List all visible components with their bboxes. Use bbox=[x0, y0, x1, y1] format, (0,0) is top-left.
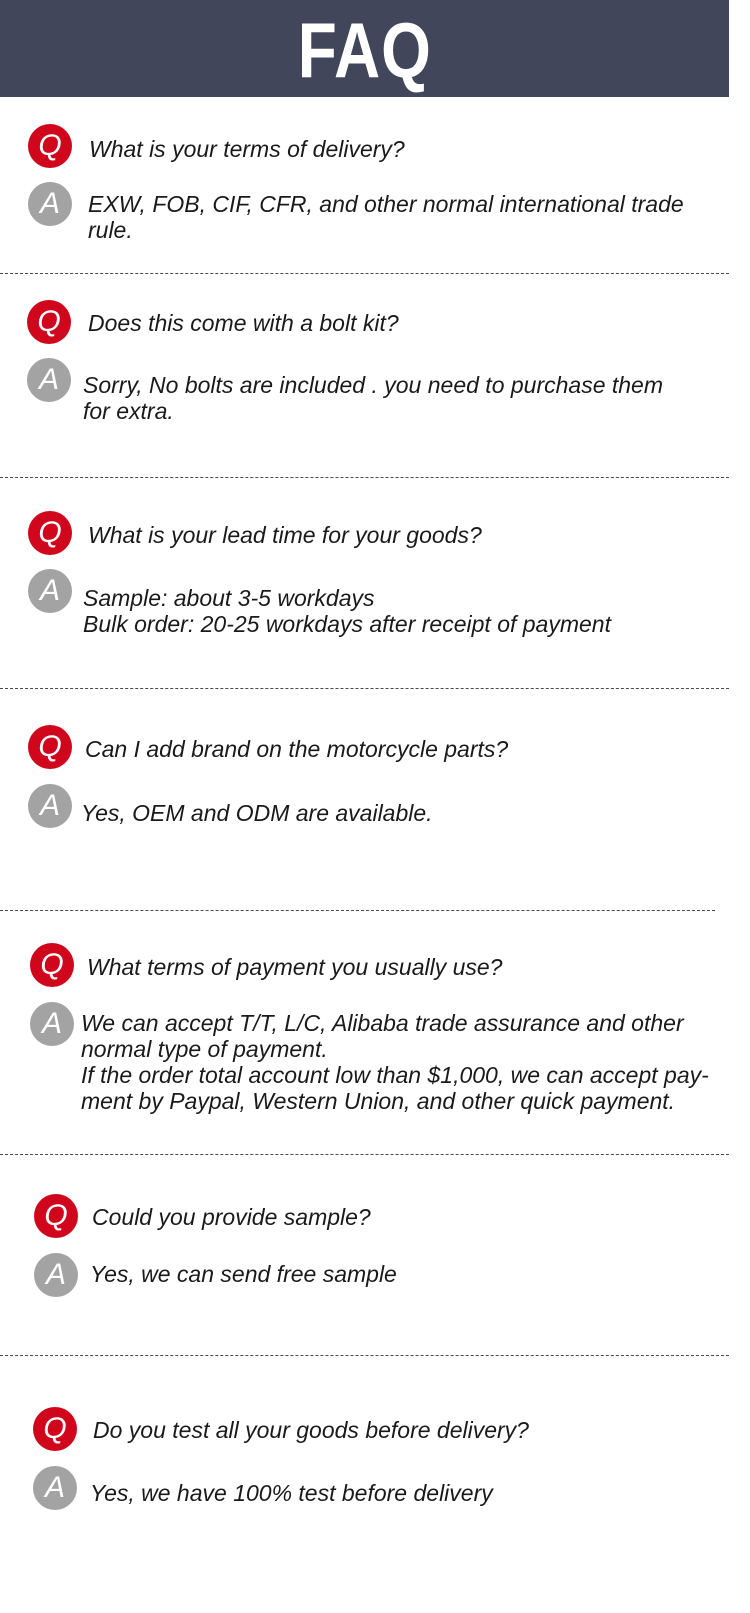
answer-badge-icon: A bbox=[28, 182, 72, 226]
answer-text: EXW, FOB, CIF, CFR, and other normal international trade rule. bbox=[88, 191, 684, 243]
answer-text: We can accept T/T, L/C, Alibaba trade assurance and other normal type of payment. If the order total account low than $1,000, we can accept pay- ment by Paypal, Western Union, and other quick payment. bbox=[81, 1010, 709, 1114]
section-divider bbox=[0, 477, 729, 478]
question-text: What is your terms of delivery? bbox=[89, 136, 405, 162]
answer-text: Yes, we can send free sample bbox=[90, 1261, 397, 1287]
section-divider bbox=[0, 1355, 729, 1356]
question-badge-icon: Q bbox=[34, 1194, 78, 1238]
answer-text: Yes, OEM and ODM are available. bbox=[81, 800, 433, 826]
question-badge-icon: Q bbox=[28, 511, 72, 555]
answer-row bbox=[33, 1466, 77, 1510]
faq-header bbox=[0, 0, 729, 97]
question-badge-icon: Q bbox=[28, 725, 72, 769]
question-row bbox=[28, 124, 72, 168]
question-text: Do you test all your goods before delivery? bbox=[93, 1417, 529, 1443]
answer-row bbox=[28, 182, 72, 226]
question-row bbox=[27, 300, 71, 344]
question-text: Does this come with a bolt kit? bbox=[88, 310, 399, 336]
question-row bbox=[28, 511, 72, 555]
answer-row bbox=[30, 1002, 74, 1046]
answer-text: Sorry, No bolts are included . you need to purchase them for extra. bbox=[83, 372, 664, 424]
answer-row bbox=[28, 569, 72, 613]
answer-row bbox=[34, 1253, 78, 1297]
question-row bbox=[34, 1194, 78, 1238]
question-badge-icon: Q bbox=[33, 1407, 77, 1451]
answer-badge-icon: A bbox=[33, 1466, 77, 1510]
answer-badge-icon: A bbox=[30, 1002, 74, 1046]
answer-badge-icon: A bbox=[28, 784, 72, 828]
question-row bbox=[33, 1407, 77, 1451]
section-divider bbox=[0, 1154, 729, 1155]
answer-text: Yes, we have 100% test before delivery bbox=[90, 1480, 493, 1506]
question-badge-icon: Q bbox=[27, 300, 71, 344]
answer-row bbox=[28, 784, 72, 828]
answer-badge-icon: A bbox=[28, 569, 72, 613]
section-divider bbox=[0, 688, 729, 689]
question-text: Can I add brand on the motorcycle parts? bbox=[85, 736, 509, 762]
answer-text: Sample: about 3-5 workdays Bulk order: 20-25 workdays after receipt of payment bbox=[83, 585, 611, 637]
question-badge-icon: Q bbox=[30, 943, 74, 987]
question-row bbox=[30, 943, 74, 987]
answer-badge-icon: A bbox=[34, 1253, 78, 1297]
section-divider bbox=[0, 273, 729, 274]
answer-badge-icon: A bbox=[27, 358, 71, 402]
question-text: What terms of payment you usually use? bbox=[87, 954, 503, 980]
section-divider bbox=[0, 910, 715, 911]
answer-row bbox=[27, 358, 71, 402]
question-row bbox=[28, 725, 72, 769]
question-badge-icon: Q bbox=[28, 124, 72, 168]
question-text: Could you provide sample? bbox=[92, 1204, 371, 1230]
question-text: What is your lead time for your goods? bbox=[88, 522, 482, 548]
page-title: FAQ bbox=[297, 5, 432, 94]
